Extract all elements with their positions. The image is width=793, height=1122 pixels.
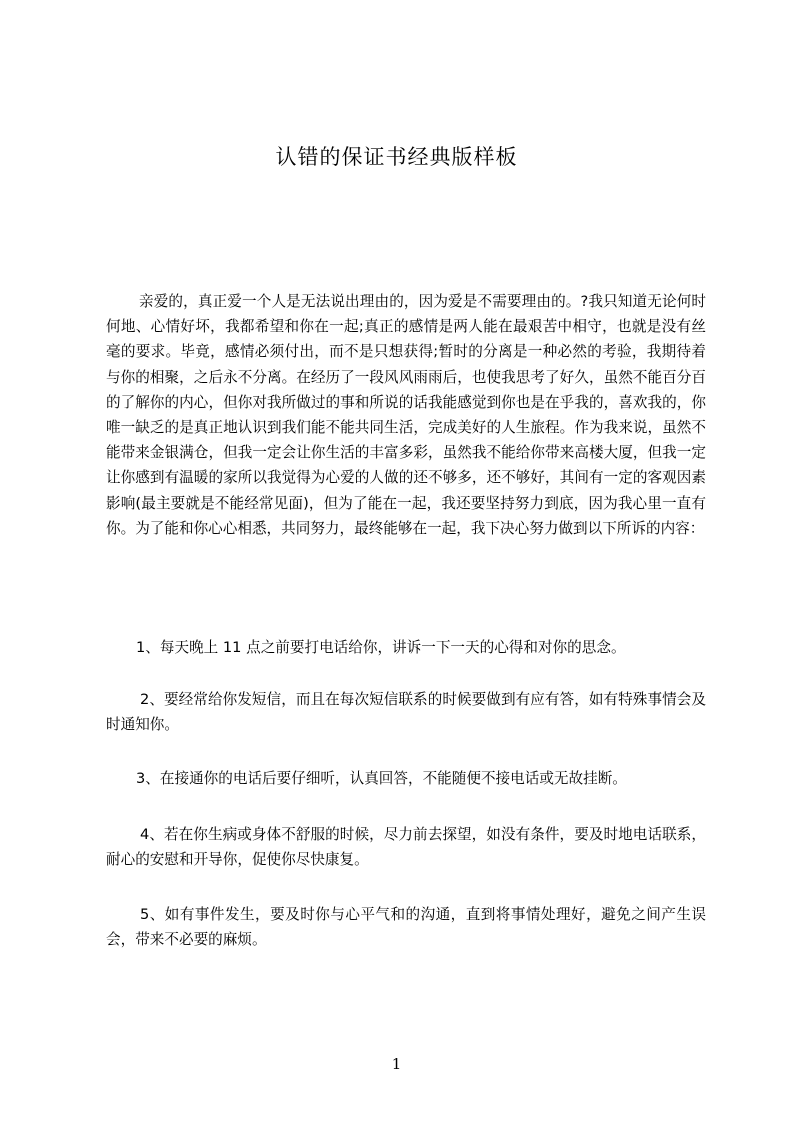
list-item: 5、如有事件发生，要及时你与心平气和的沟通，直到将事情处理好，避免之间产生误会，带来不必要的麻烦。 — [106, 906, 706, 949]
intro-paragraph: 亲爱的，真正爱一个人是无法说出理由的，因为爱是不需要理由的。?我只知道无论何时何地、心情好坏，我都希望和你在一起;真正的感情是两人能在最艰苦中相守，也就是没有丝毫的要求。毕竟，感情必须付出，而不是只想获得;暂时的分离是一种必然的考验，我期待着与你的相聚，之后永不分离。在经历了一段风风雨雨后，也使我思考了好久，虽然不能百分百的了解你的内心，但你对我所做过的事和所说的话我能感觉到你也是在乎我的，喜欢我的，你唯一缺乏的是真正地认识到我们能不能共同生活，完成美好的人生旅程。作为我来说，虽然不能带来金银满仓，但我一定会让你生活的丰富多彩，虽然我不能给你带来高楼大厦，但我一定让你感到有温暖的家所以我觉得为心爱的人做的还不够多，还不够好，其间有一定的客观因素影响(最主要就是不能经常见面)，但为了能在一起，我还要坚持努力到底，因为我心里一直有你。为了能和你心心相悉，共同努力，最终能够在一起，我下决心努力做到以下所诉的内容： — [106, 293, 706, 537]
document-title: 认错的保证书经典版样板 — [275, 145, 518, 169]
list-item: 1、每天晚上 11 点之前要打电话给你，讲诉一下一天的心得和对你的思念。 — [136, 639, 626, 656]
list-item: 2、要经常给你发短信，而且在每次短信联系的时候要做到有应有答，如有特殊事情会及时通知你。 — [106, 691, 706, 734]
page-number: 1 — [391, 1055, 402, 1073]
list-item: 4、若在你生病或身体不舒服的时候，尽力前去探望，如没有条件，要及时地电话联系，耐心的安慰和开导你，促使你尽快康复。 — [106, 826, 706, 869]
list-item: 3、在接通你的电话后要仔细听，认真回答，不能随便不接电话或无故挂断。 — [136, 770, 627, 787]
